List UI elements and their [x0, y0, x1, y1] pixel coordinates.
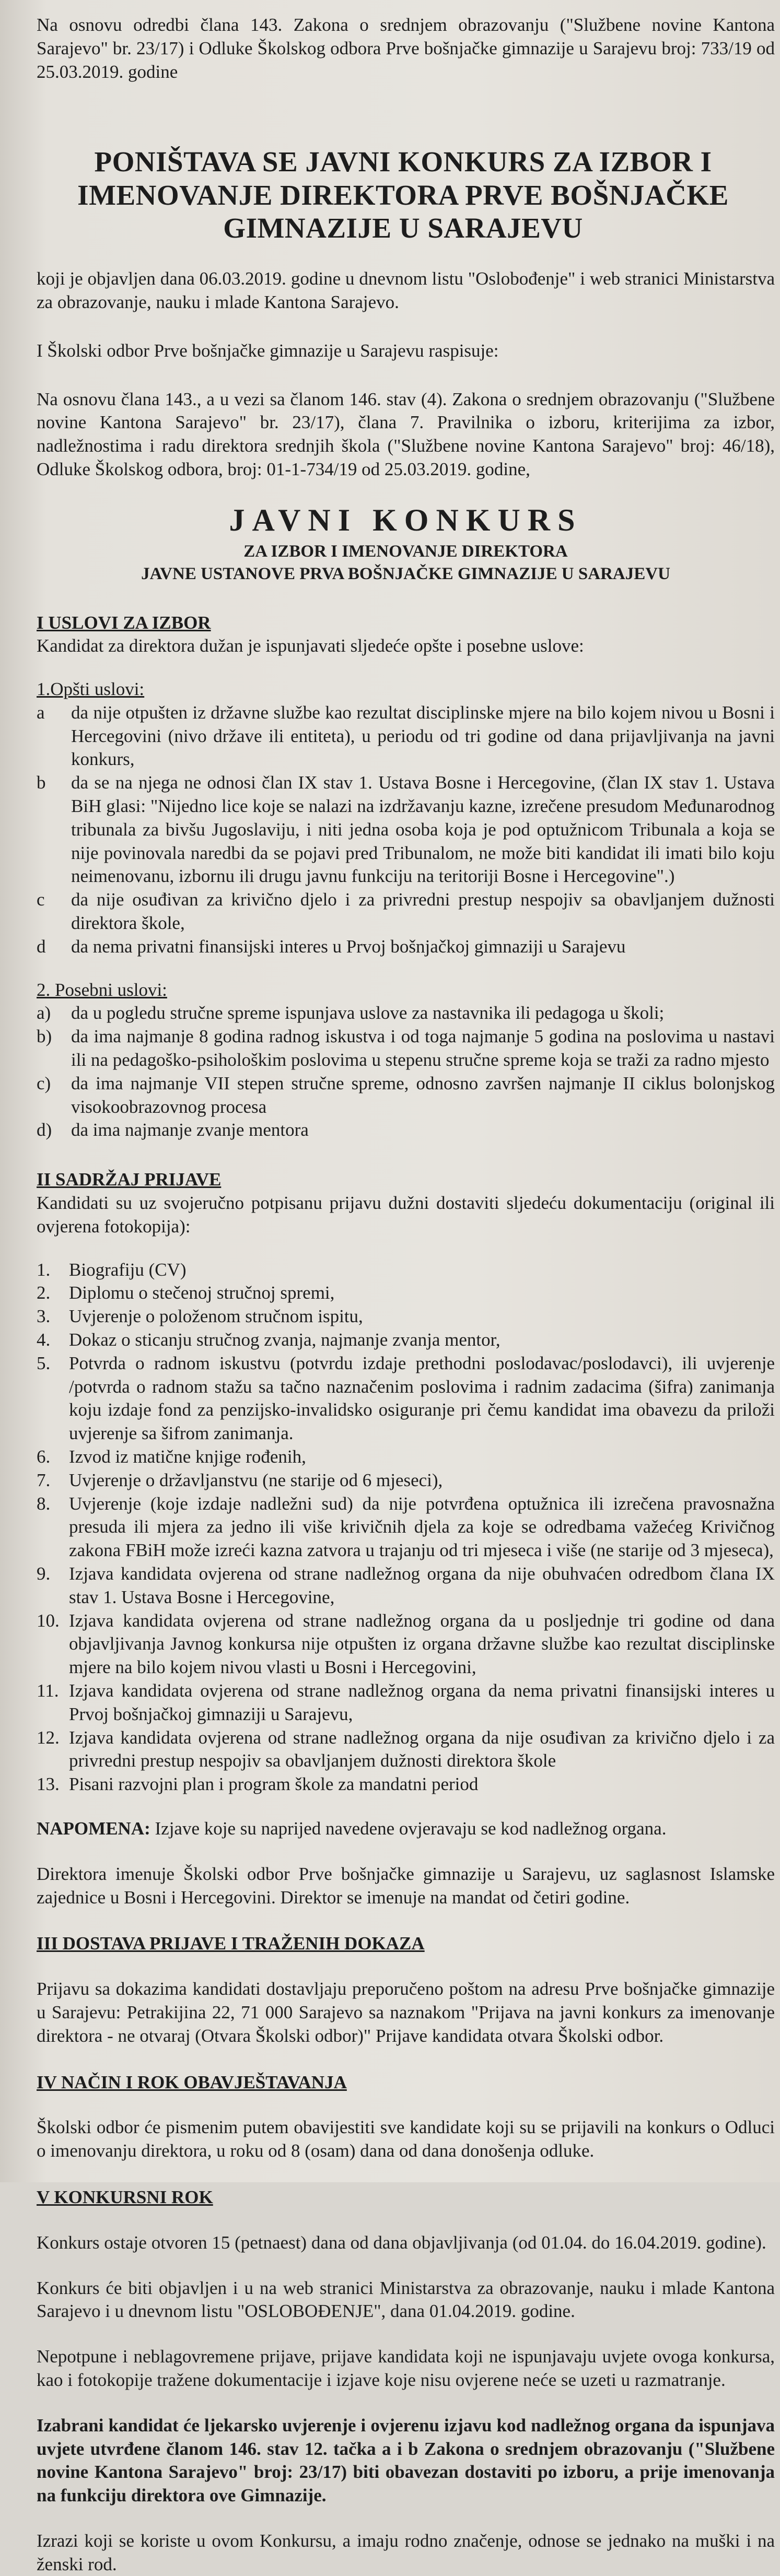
list-text: Izvod iz matične knjige rođenih, [69, 1446, 306, 1467]
list-marker: 3. [37, 1306, 51, 1327]
list-marker: d) [37, 1120, 52, 1140]
list-item [37, 1445, 775, 1469]
list-marker: 11. [37, 1680, 59, 1701]
section-2-lead: Kandidati su uz svojeručno potpisanu prijavu dužni dostaviti sljedeću dokumentaciju (original ili ovjerena fotokopija): [37, 1193, 775, 1237]
list-item [37, 771, 775, 888]
list-text: da nije otpušten iz državne službe kao rezultat disciplinske mjere na bilo kojem nivou u Bosni i Hercegovini (nivo države ili entiteta), u periodu od tri godine od dana prijavljivanja na javni konkurs, [71, 702, 775, 770]
appointment-text: Direktora imenuje Školski odbor Prve bošnjačke gimnazije u Sarajevu, uz saglasnost Islamske zajednice u Bosni i Hercegovini. Direktor se imenuje na mandat od četiri godine. [37, 1863, 775, 1908]
list-text: Izjava kandidata ovjerena od strane nadležnog organa da nije obuhvaćen odredbom člana IX stav 1. Ustava Bosne i Hercegovine, [69, 1563, 775, 1607]
list-marker: 4. [37, 1330, 51, 1350]
list-marker: 2. [37, 1283, 51, 1303]
list-marker: a [37, 702, 45, 723]
list-text: Dokaz o sticanju stručnog zvanja, najmanje zvanja mentor, [69, 1330, 500, 1350]
section-4-heading: IV NAČIN I ROK OBAVJEŠTAVANJA [37, 2072, 347, 2092]
section-3-text: Prijavu sa dokazima kandidati dostavljaju preporučeno poštom na adresu Prve bošnjačke gimnazije u Sarajevu: Petrakijina 22, 71 000 Sarajevo sa naznakom "Prijava na javni konkurs za imenovanje direktora - ne otvaraj (Otvara Školski odbor)" Prijave kandidata otvara Školski odbor. [37, 1979, 775, 2046]
note-paragraph [37, 1817, 775, 1841]
incomplete-applications-text: Nepotpune i neblagovremene prijave, prijave kandidata koji ne ispunjavaju uvjete ovoga konkursa, kao i fotokopije tražene dokumentacije i izjave koje nisu ovjerene neće se uzeti u razmatranje. [37, 2346, 775, 2390]
list-marker: 13. [37, 1774, 60, 1795]
selected-candidate-text: Izabrani kandidat će ljekarsko uvjerenje i ovjerenu izjavu kod nadležnog organa da ispunjava uvjete utvrđene članom 146. stav 12. tačka a i b Zakona o srednjem obrazovanju ("Službene novine Kantona Sarajevo" broj: 23/17) biti obavezan dostaviti po izboru, a prije imenovanja na funkciju direktora ove Gimnazije. [37, 2415, 775, 2506]
list-marker: c) [37, 1073, 51, 1093]
cancellation-headline: PONIŠTAVA SE JAVNI KONKURS ZA IZBOR I IMENOVANJE DIREKTORA PRVE BOŠNJAČKE GIMNAZIJE U SARAJEVU [77, 146, 729, 244]
list-item [37, 1072, 775, 1119]
list-text: Potvrda o radnom iskustvu (potvrdu izdaje prethodni poslodavac/poslodavci), ili uvjerenje /potvrda o radnom stažu sa tačno naznačenim poslovima i radnim zadacima (šifra) zanimanja koju izdaje fond za penzijsko-invalidsko osiguranje pri čemu kandidat ima obavezu da priloži uvjerenje sa šifrom zanimanja. [69, 1352, 775, 1444]
list-item [37, 935, 775, 959]
list-text: da se na njega ne odnosi član IX stav 1. Ustava Bosne i Hercegovine, (član IX stav 1. Ustava BiH glasi: "Nijedno lice koje se nalazi na izdržavanju kazne, izrečene presudom Međunarodnog tribunala za bivšu Jugoslaviju, i niti jedna osoba koja je pod optužnicom Tribunala a koja se nije povinovala naredbi da se pojavi pred Tribunalom, ne može biti kandidat ili imati bilo koju neimenovanu, izbornu ili drugu javnu funkciju na teritoriji Bosne i Hercegovine".) [71, 772, 775, 887]
special-conditions-list [37, 1002, 775, 1142]
list-item [37, 1726, 775, 1773]
note-label: NAPOMENA: [37, 1818, 150, 1839]
list-item [37, 1773, 775, 1796]
intro-text: Na osnovu odredbi člana 143. Zakona o srednjem obrazovanju ("Službene novine Kantona Sarajevo" br. 23/17) i Odluke Školskog odbora Prve bošnjačke gimnazije u Sarajevu broj: 733/19 od 25.03.2019. godine [37, 15, 775, 82]
list-marker: 10. [37, 1610, 60, 1631]
list-text: Uvjerenje o položenom stručnom ispitu, [69, 1306, 363, 1327]
list-item [37, 1025, 775, 1072]
list-item [37, 701, 775, 771]
general-conditions-list [37, 701, 775, 959]
list-marker: a) [37, 1003, 51, 1024]
list-item [37, 1119, 775, 1142]
note-text: Izjave koje su naprijed navedene ovjeravaju se kod nadležnog organa. [150, 1818, 667, 1839]
list-marker: 8. [37, 1493, 51, 1514]
list-marker: d [37, 936, 46, 957]
list-item [37, 1562, 775, 1609]
list-text: da nema privatni finansijski interes u Prvoj bošnjačkoj gimnaziji u Sarajevu [71, 936, 626, 957]
list-text: da ima najmanje 8 godina radnog iskustva i od toga najmanje 5 godina na poslovima u nastavi ili na pedagoško-psihološkim poslovima u stepenu stručne spreme koja se traži za radno mjesto [71, 1026, 775, 1071]
section-2-heading: II SADRŽAJ PRIJAVE [37, 1169, 222, 1190]
documents-list [37, 1258, 775, 1796]
list-text: Diplomu o stečenoj stručnoj spremi, [69, 1283, 335, 1303]
list-text: Biografiju (CV) [69, 1259, 187, 1280]
konkurs-subtitle-1: ZA IZBOR I IMENOVANJE DIREKTORA [243, 542, 568, 561]
list-item [37, 1609, 775, 1679]
list-text: da ima najmanje VII stepen stručne spreme, odnosno završen najmanje II ciklus bolonjskog visokoobrazovnog procesa [71, 1073, 775, 1117]
konkurs-subtitle-2: JAVNE USTANOVE PRVA BOŠNJAČKE GIMNAZIJE U SARAJEVU [141, 564, 670, 583]
list-text: Izjava kandidata ovjerena od strane nadležnog organa da nije osuđivan za krivično djelo i za privredni prestup nespojiv sa obavljanjem dužnosti direktora škole [69, 1727, 775, 1771]
list-marker: 7. [37, 1469, 51, 1490]
board-announces: I Školski odbor Prve bošnjačke gimnazije u Sarajevu raspisuje: [37, 340, 499, 361]
section-4-text: Školski odbor će pismenim putem obavijestiti sve kandidate koji su se prijavili na konkurs o Odluci o imenovanju direktora, u roku od 8 (osam) dana od dana donošenja odluke. [37, 2117, 775, 2161]
list-item [37, 1679, 775, 1726]
special-conditions-heading: 2. Posebni uslovi: [37, 979, 167, 1000]
list-text: da ima najmanje zvanje mentora [71, 1120, 309, 1140]
list-marker: 5. [37, 1352, 51, 1373]
list-text: Pisani razvojni plan i program škole za mandatni period [69, 1774, 479, 1795]
list-marker: 12. [37, 1727, 60, 1748]
list-text: Uvjerenje o državljanstvu (ne starije od 6 mjeseci), [69, 1469, 443, 1490]
publication-note: koji je objavljen dana 06.03.2019. godine u dnevnom listu "Oslobođenje" i web stranici Ministarstva za obrazovanje, nauku i mlade Kantona Sarajevo. [37, 268, 775, 312]
list-item [37, 1281, 775, 1305]
list-item [37, 1469, 775, 1492]
konkurs-title: JAVNI KONKURS [229, 502, 583, 537]
list-marker: b) [37, 1026, 52, 1047]
list-item [37, 1328, 775, 1352]
section-1-heading: I USLOVI ZA IZBOR [37, 612, 211, 633]
deadline-text: Konkurs ostaje otvoren 15 (petnaest) dana od dana objavljivanja (od 01.04. do 16.04.2019. godine). [37, 2232, 766, 2253]
list-marker: c [37, 889, 45, 910]
section-5-heading: V KONKURSNI ROK [37, 2186, 213, 2207]
list-marker: 6. [37, 1446, 51, 1467]
general-conditions-heading: 1.Opšti uslovi: [37, 679, 145, 700]
section-3-heading: III DOSTAVA PRIJAVE I TRAŽENIH DOKAZA [37, 1933, 425, 1954]
list-marker: 1. [37, 1259, 51, 1280]
list-item [37, 1002, 775, 1025]
list-text: Izjava kandidata ovjerena od strane nadležnog organa da u posljednje tri godine od dana objavljivanja Javnog konkursa nije otpušten iz organa državne službe kao rezultat disciplinske mjere na bilo kojem nivou vlasti u Bosni i Hercegovini, [69, 1610, 775, 1678]
list-marker: 9. [37, 1563, 51, 1584]
section-1-lead: Kandidat za direktora dužan je ispunjavati sljedeće opšte i posebne uslove: [37, 636, 584, 656]
legal-basis: Na osnovu člana 143., a u vezi sa članom 146. stav (4). Zakona o srednjem obrazovanju ("Službene novine Kantona Sarajevo" br. 23/17), člana 7. Pravilnika o izboru, kriterijima za izbor, nadležnostima i radu direktora srednjih škola ("Službene novine Kantona Sarajevo" broj: 46/18), Odluke Školskog odbora, broj: 01-1-734/19 od 25.03.2019. godine, [37, 389, 775, 479]
list-text: Izjava kandidata ovjerena od strane nadležnog organa da nema privatni finansijski interes u Prvoj bošnjačkoj gimnaziji u Sarajevu, [69, 1680, 775, 1724]
gender-clause: Izrazi koji se koriste u ovom Konkursu, a imaju rodno značenje, odnose se jednako na muški i na ženski rod. [37, 2530, 775, 2574]
list-text: Uvjerenje (koje izdaje nadležni sud) da nije potvrđena optužnica ili izrečena pravosnažna presuda ili mjera za jedno ili više krivičnih djela za koje se odredbama važećeg Krivičnog zakona FBiH može izreći kazna zatvora u trajanju od tri mjeseca i više (ne starije od 3 mjeseca), [69, 1493, 775, 1561]
list-item [37, 1492, 775, 1562]
list-item [37, 1305, 775, 1328]
list-item [37, 1352, 775, 1445]
list-item [37, 1258, 775, 1282]
list-marker: b [37, 772, 46, 793]
list-text: da nije osuđivan za krivično djelo i za privredni prestup nespojiv sa obavljanjem dužnosti direktora škole, [71, 889, 775, 934]
list-item [37, 888, 775, 935]
list-text: da u pogledu stručne spreme ispunjava uslove za nastavnika ili pedagoga u školi; [71, 1003, 665, 1024]
publication-text: Konkurs će biti objavljen i u na web stranici Ministarstva za obrazovanje, nauku i mlade Kantona Sarajevo i u dnevnom listu "OSLOBOĐENJE", dana 01.04.2019. godine. [37, 2277, 775, 2322]
